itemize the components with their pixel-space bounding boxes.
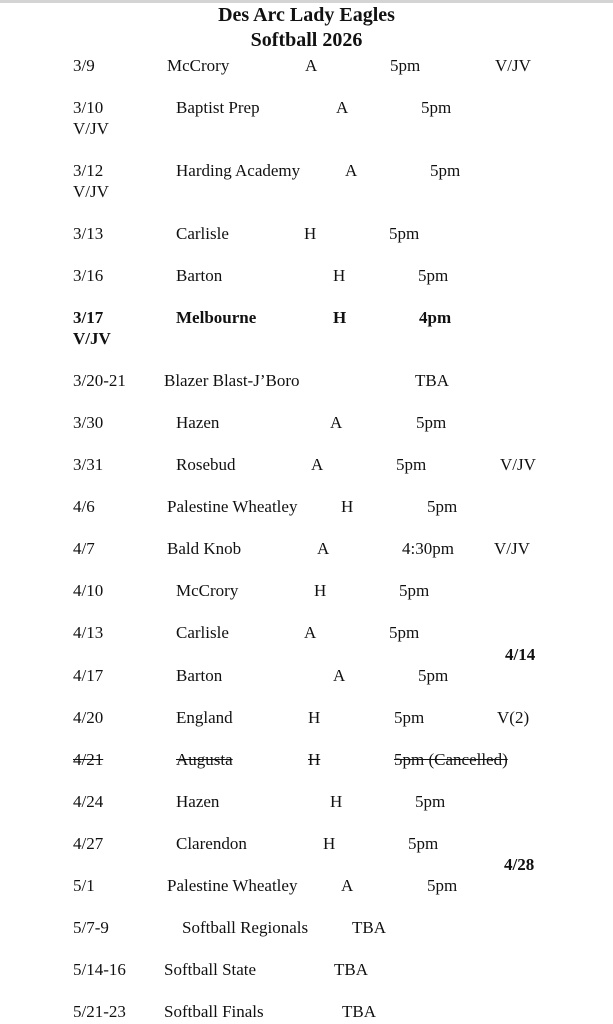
game-site: A: [333, 666, 346, 685]
game-opponent: Baptist Prep: [176, 98, 260, 117]
game-opponent: Softball State: [164, 960, 257, 979]
game-opponent: Melbourne: [176, 308, 257, 327]
game-opponent: Barton: [176, 266, 223, 285]
game-site: H: [308, 708, 321, 727]
page-subtitle: Softball 2026: [250, 29, 363, 51]
game-date: 3/17: [73, 308, 104, 327]
game-time: 5pm: [394, 708, 425, 727]
game-date: 3/9: [73, 56, 95, 75]
game-site: H: [333, 266, 346, 285]
game-time: 5pm: [418, 266, 449, 285]
game-time: 5pm: [390, 56, 421, 75]
game-time: 5pm: [418, 666, 449, 685]
top-divider: [0, 0, 613, 3]
game-site: A: [341, 876, 354, 895]
game-date: 5/21-23: [73, 1002, 126, 1021]
game-site: A: [311, 455, 324, 474]
game-date: 4/24: [73, 792, 104, 811]
game-date: 3/20-21: [73, 371, 126, 390]
game-time: TBA: [352, 918, 386, 937]
game-time: 5pm: [430, 161, 461, 180]
game-site: H: [314, 581, 327, 600]
game-date-cancelled: 4/21: [73, 750, 104, 769]
game-opponent: Carlisle: [176, 623, 229, 642]
game-date: 3/12: [73, 161, 104, 180]
game-site: A: [305, 56, 318, 75]
game-opponent: Hazen: [176, 792, 220, 811]
game-opponent: Palestine Wheatley: [167, 497, 298, 516]
game-date: 3/13: [73, 224, 104, 243]
game-time: 5pm: [415, 792, 446, 811]
game-time: TBA: [415, 371, 449, 390]
game-opponent: Softball Finals: [164, 1002, 264, 1021]
game-opponent: Harding Academy: [176, 161, 301, 180]
game-site: H: [323, 834, 336, 853]
game-time: 5pm: [408, 834, 439, 853]
game-level: V/JV: [73, 182, 109, 201]
game-site: H: [333, 308, 347, 327]
game-opponent: Softball Regionals: [182, 918, 309, 937]
game-site-cancelled: H: [308, 750, 321, 769]
game-date: 4/10: [73, 581, 104, 600]
game-date: 4/13: [73, 623, 104, 642]
game-site: A: [317, 539, 330, 558]
game-opponent: Carlisle: [176, 224, 229, 243]
game-date: 4/6: [73, 497, 95, 516]
game-opponent: England: [176, 708, 233, 727]
game-time: 4:30pm: [402, 539, 454, 558]
game-time: 5pm: [389, 623, 420, 642]
game-opponent: Barton: [176, 666, 223, 685]
game-date: 5/7-9: [73, 918, 109, 937]
game-opponent: McCrory: [176, 581, 239, 600]
game-date: 3/31: [73, 455, 104, 474]
game-time: 5pm: [427, 876, 458, 895]
game-date: 5/14-16: [73, 960, 126, 979]
game-date: 3/16: [73, 266, 104, 285]
game-time: 5pm: [396, 455, 427, 474]
game-time: 5pm: [427, 497, 458, 516]
game-opponent: McCrory: [167, 56, 230, 75]
game-site: A: [345, 161, 358, 180]
game-opponent: Rosebud: [176, 455, 236, 474]
game-opponent: Bald Knob: [167, 539, 242, 558]
game-opponent: Hazen: [176, 413, 220, 432]
page-title: Des Arc Lady Eagles: [218, 4, 395, 26]
game-time: 5pm: [399, 581, 430, 600]
game-opponent-cancelled: Augusta: [176, 750, 233, 769]
game-site: A: [330, 413, 343, 432]
game-opponent: Palestine Wheatley: [167, 876, 298, 895]
game-date: 4/17: [73, 666, 104, 685]
side-note-date: 4/28: [504, 855, 535, 874]
game-level: V/JV: [73, 119, 109, 138]
game-level: V/JV: [73, 329, 111, 348]
game-date: 4/27: [73, 834, 104, 853]
game-time: 5pm: [421, 98, 452, 117]
game-level: V/JV: [500, 455, 536, 474]
game-site: A: [336, 98, 349, 117]
game-date: 3/30: [73, 413, 104, 432]
game-level: V/JV: [495, 56, 531, 75]
game-site: H: [330, 792, 343, 811]
game-time: TBA: [342, 1002, 376, 1021]
game-site: H: [304, 224, 317, 243]
game-date: 5/1: [73, 876, 95, 895]
game-time: 5pm: [416, 413, 447, 432]
game-date: 3/10: [73, 98, 104, 117]
game-time-cancelled: 5pm (Cancelled): [394, 750, 508, 769]
game-level: V/JV: [494, 539, 530, 558]
game-date: 4/7: [73, 539, 95, 558]
game-opponent: Clarendon: [176, 834, 247, 853]
game-time: 4pm: [419, 308, 452, 327]
game-date: 4/20: [73, 708, 104, 727]
game-site: H: [341, 497, 354, 516]
game-time: 5pm: [389, 224, 420, 243]
game-opponent: Blazer Blast-J’Boro: [164, 371, 300, 390]
game-site: A: [304, 623, 317, 642]
side-note-date: 4/14: [505, 645, 536, 664]
game-level: V(2): [497, 708, 530, 727]
game-time: TBA: [334, 960, 368, 979]
